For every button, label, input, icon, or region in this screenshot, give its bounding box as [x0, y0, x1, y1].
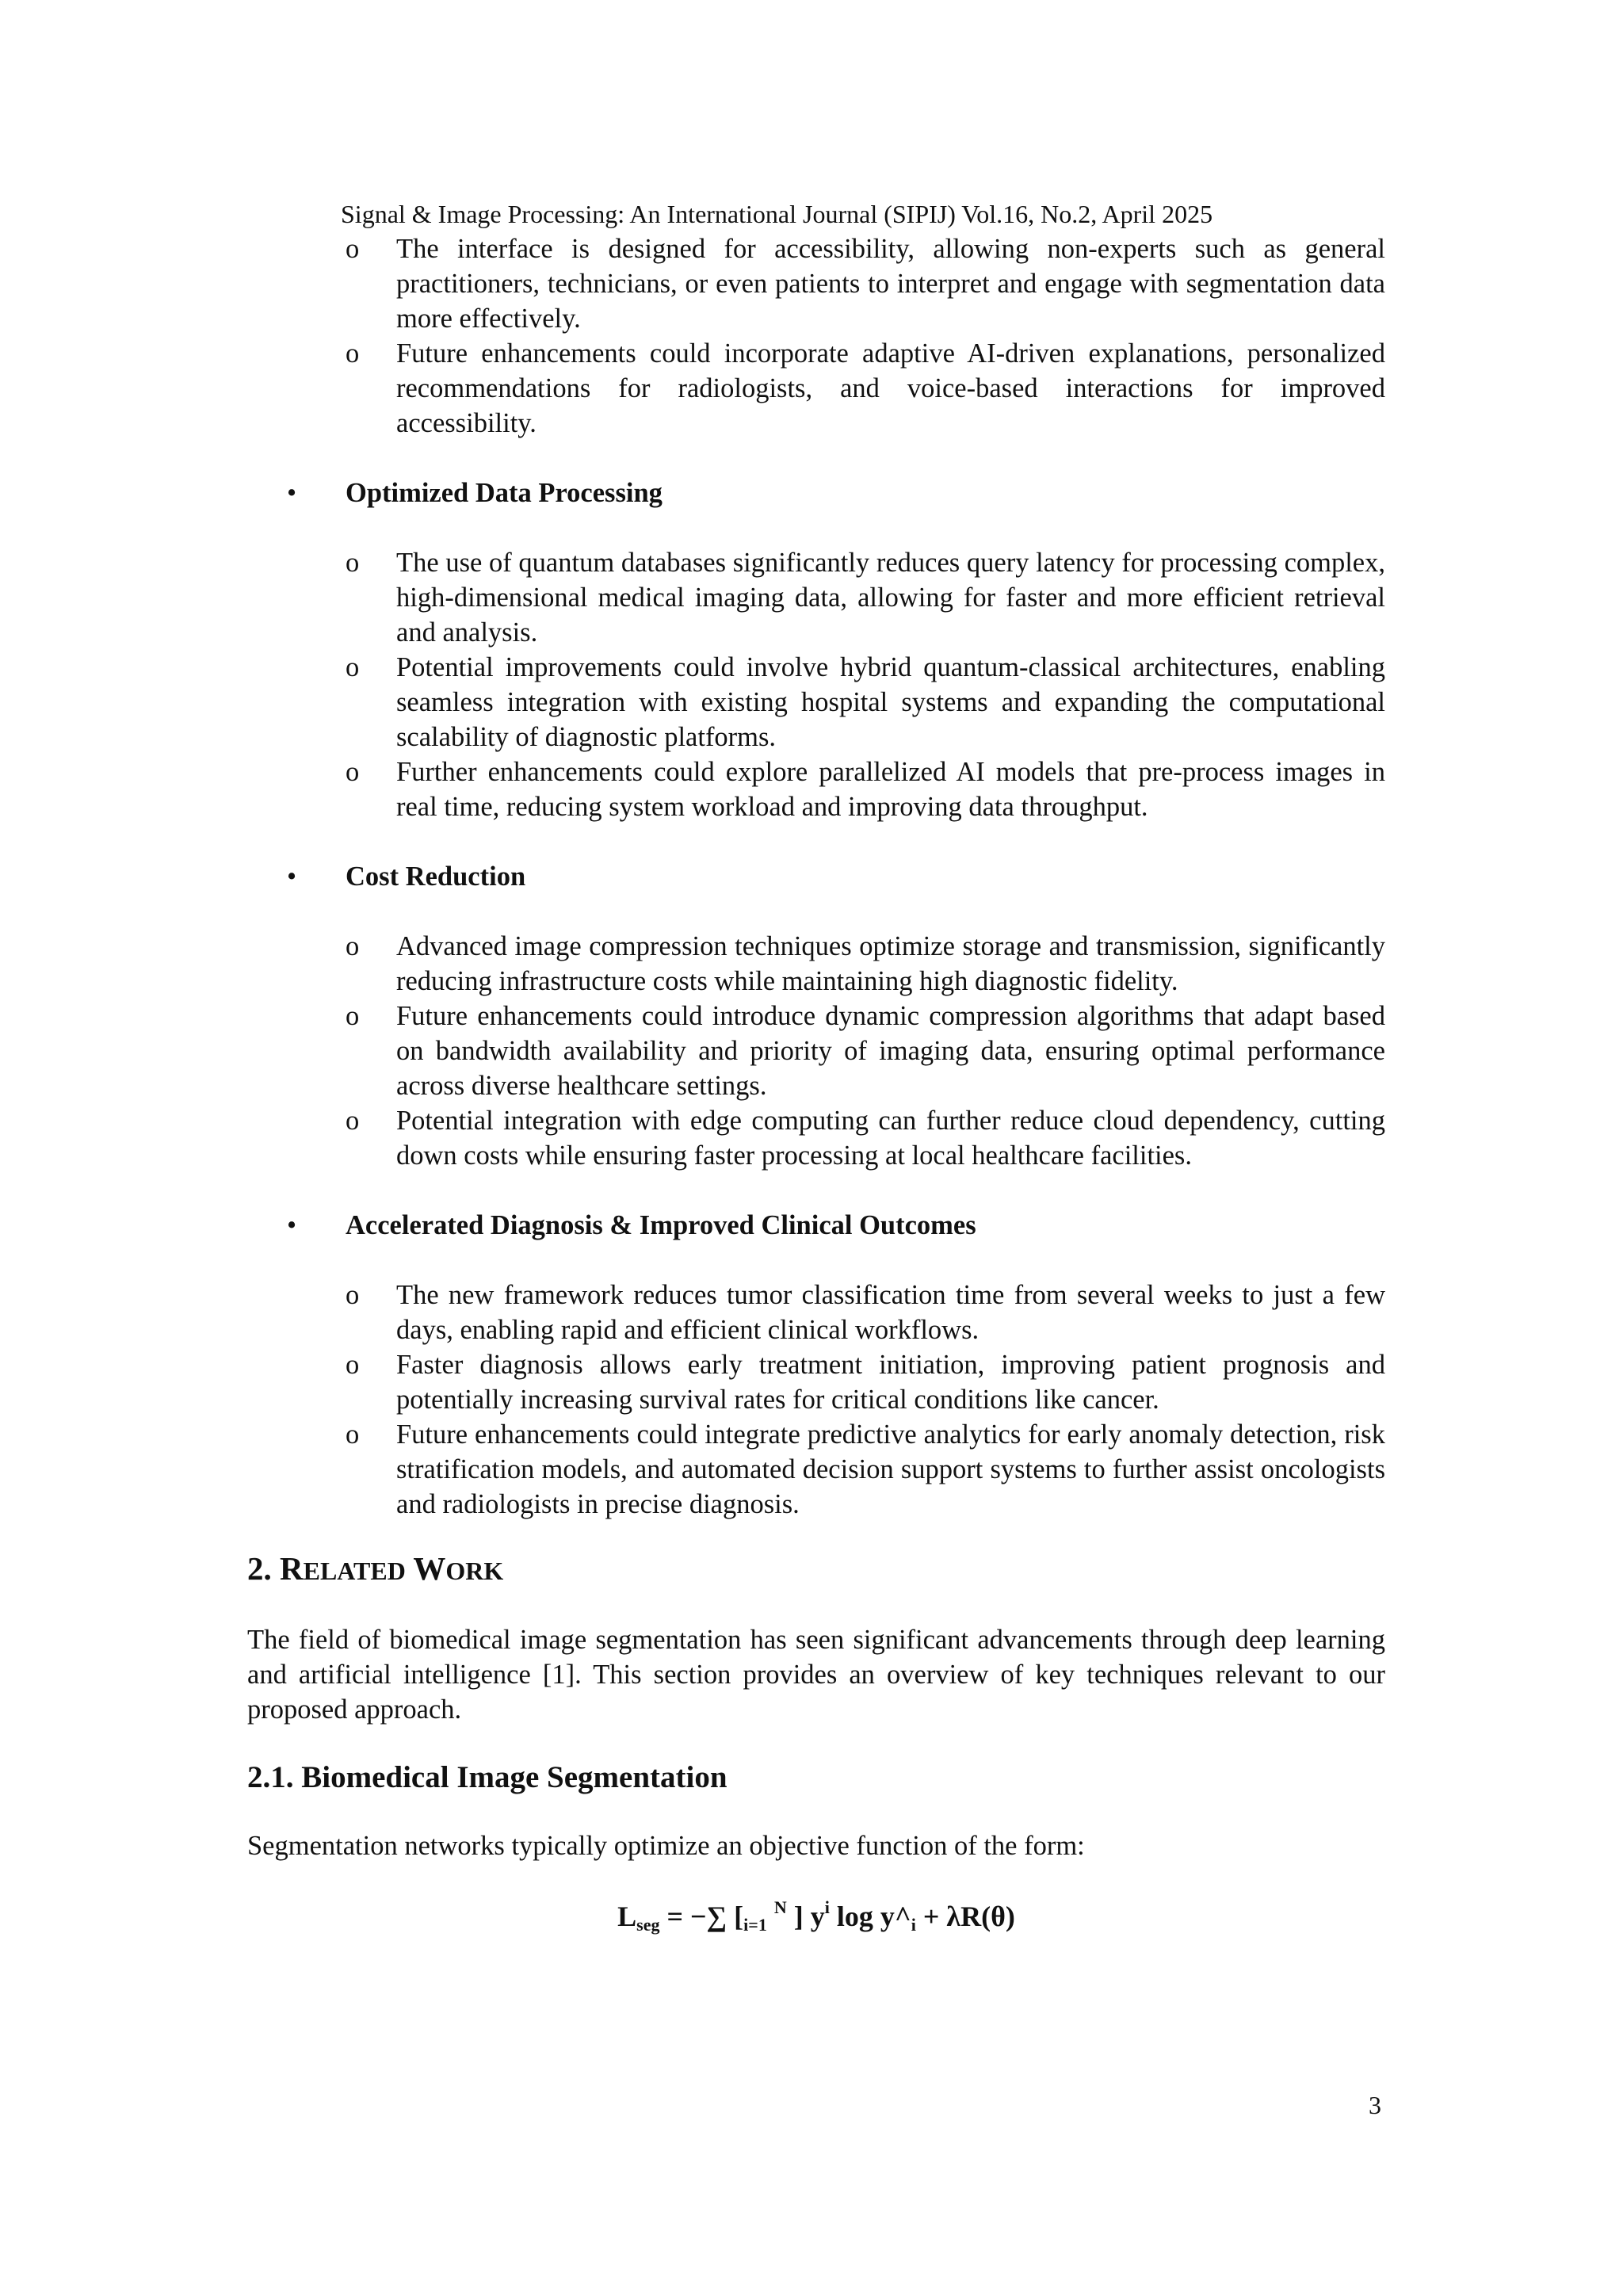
list-item: o The new framework reduces tumor classification time from several weeks to just a few days, enabling rapid and efficient clinical workflows.	[247, 1278, 1385, 1347]
circle-bullet-icon: o	[346, 757, 360, 787]
list-item: o Potential improvements could involve hybrid quantum-classical architectures, enabling seamless integration with existing hospital systems and expanding the computational scalability of diagnostic platforms.	[247, 650, 1385, 755]
list-item: o The use of quantum databases significantly reduces query latency for processing complex, high-dimensional medical imaging data, allowing for faster and more efficient retrieval and analysis.	[247, 545, 1385, 650]
page-number: 3	[1369, 2091, 1381, 2119]
circle-bullet-icon: o	[346, 652, 360, 682]
bullet-heading-cost-reduction: • Cost Reduction	[247, 859, 1385, 894]
circle-bullet-icon: o	[346, 1419, 360, 1450]
list-item: o Advanced image compression techniques optimize storage and transmission, significantly reducing infrastructure costs while maintaining high diagnostic fidelity.	[247, 929, 1385, 999]
accelerated-diagnosis-items	[247, 1278, 1385, 1522]
list-item: o Future enhancements could integrate predictive analytics for early anomaly detection, risk stratification models, and automated decision support systems to further assist oncologists and radiologists in precise diagnosis.	[247, 1417, 1385, 1522]
circle-bullet-icon: o	[346, 931, 360, 961]
list-item: o The interface is designed for accessibility, allowing non-experts such as general practitioners, technicians, or even patients to interpret and engage with segmentation data more effectively.	[247, 231, 1385, 336]
circle-bullet-icon: o	[346, 338, 360, 369]
list-item: o Future enhancements could incorporate adaptive AI-driven explanations, personalized recommendations for radiologists, and voice-based interactions for improved accessibility.	[247, 336, 1385, 441]
list-item: o Further enhancements could explore parallelized AI models that pre-process images in real time, reducing system workload and improving data throughput.	[247, 755, 1385, 824]
bullet-heading-accelerated-diagnosis: • Accelerated Diagnosis & Improved Clinical Outcomes	[247, 1208, 1385, 1243]
bullet-icon: •	[287, 861, 297, 892]
list-item: o Future enhancements could introduce dynamic compression algorithms that adapt based on bandwidth availability and priority of imaging data, ensuring optimal performance across diverse healthcare settings.	[247, 999, 1385, 1103]
bullet-heading-optimized-data-processing: • Optimized Data Processing	[247, 476, 1385, 510]
list-item: o Faster diagnosis allows early treatment initiation, improving patient prognosis and potentially increasing survival rates for critical conditions like cancer.	[247, 1347, 1385, 1417]
circle-bullet-icon: o	[346, 548, 360, 578]
optimized-data-processing-items	[247, 545, 1385, 824]
circle-bullet-icon: o	[346, 1106, 360, 1136]
subsection-title: 2.1. Biomedical Image Segmentation	[247, 1760, 727, 1794]
cost-reduction-items	[247, 929, 1385, 1173]
circle-bullet-icon: o	[346, 1001, 360, 1031]
loss-equation: Lseg = −∑ [i=1 $^N$ ] $y^i$ log y^i + λR(θ)	[617, 1897, 1015, 1935]
bullet-icon: •	[287, 478, 297, 508]
page-content	[247, 231, 1385, 1943]
circle-bullet-icon: o	[346, 1280, 360, 1310]
section-title-related-work: 2. RELATED WORK	[247, 1550, 504, 1587]
related-work-paragraph: The field of biomedical image segmentation has seen significant advancements through deep learning and artificial intelligence [1]. This section provides an overview of key techniques relevant to our proposed approach.	[247, 1625, 1385, 1725]
circle-bullet-icon: o	[346, 1350, 360, 1380]
segmentation-paragraph: Segmentation networks typically optimize an objective function of the form:	[247, 1831, 1085, 1861]
list-item: o Potential integration with edge computing can further reduce cloud dependency, cutting down costs while ensuring faster processing at local healthcare facilities.	[247, 1103, 1385, 1173]
intro-subitems	[247, 231, 1385, 441]
circle-bullet-icon: o	[346, 234, 360, 264]
running-header: Signal & Image Processing: An International Journal (SIPIJ) Vol.16, No.2, April 2025	[341, 200, 1213, 228]
bullet-icon: •	[287, 1210, 297, 1240]
